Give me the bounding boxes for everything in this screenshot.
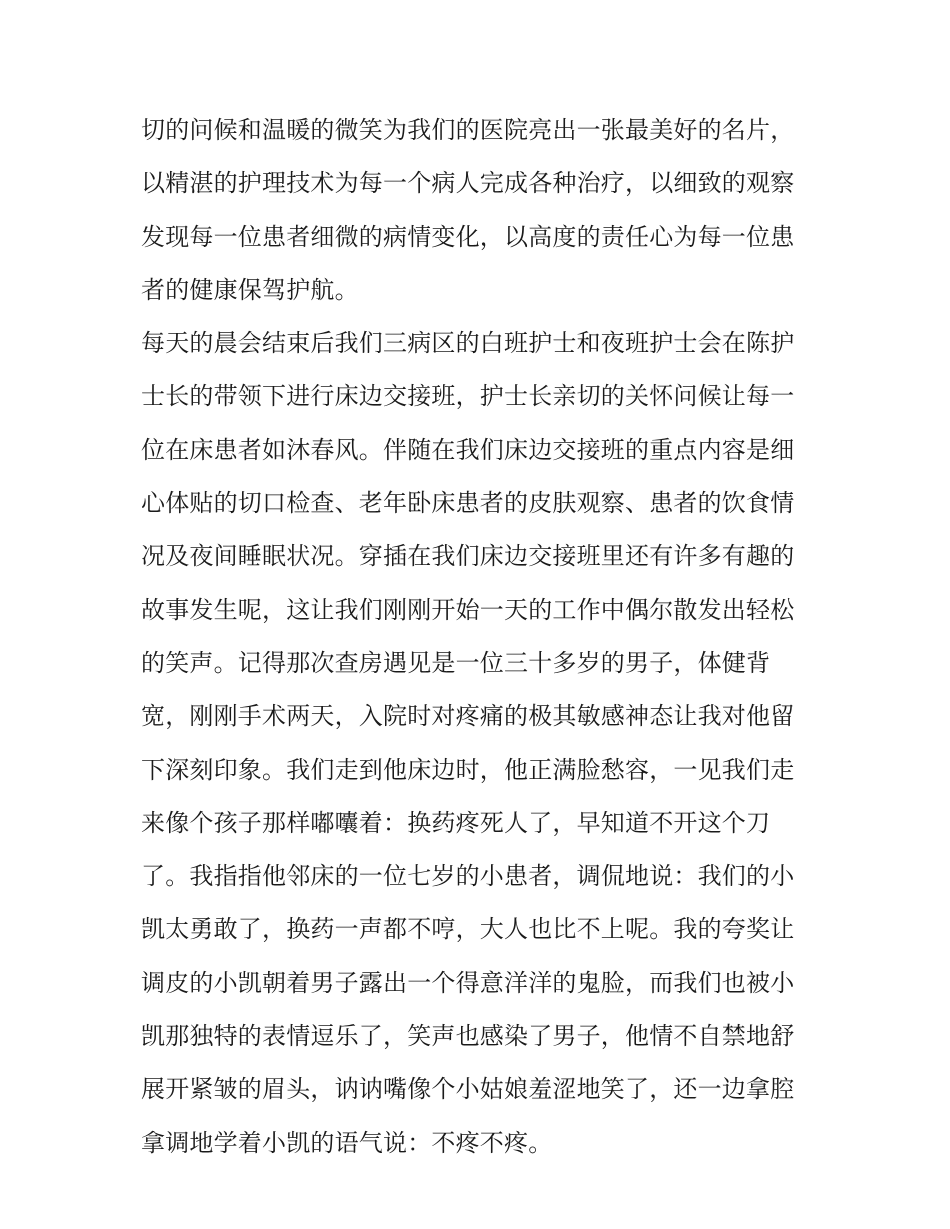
text-line: 拿调地学着小凯的语气说：不疼不疼。 — [141, 1128, 553, 1157]
text-line: 凯太勇敢了，换药一声都不哼，大人也比不上呢。我的夸奖让 — [141, 915, 795, 944]
text-line: 心体贴的切口检查、老年卧床患者的皮肤观察、患者的饮食情 — [141, 489, 795, 518]
text-line: 以精湛的护理技术为每一个病人完成各种治疗，以细致的观察 — [141, 169, 795, 198]
text-line: 凯那独特的表情逗乐了，笑声也感染了男子，他情不自禁地舒 — [141, 1022, 795, 1051]
text-line: 调皮的小凯朝着男子露出一个得意洋洋的鬼脸，而我们也被小 — [141, 968, 795, 997]
text-line: 况及夜间睡眠状况。穿插在我们床边交接班里还有许多有趣的 — [141, 542, 795, 571]
text-line: 宽，刚刚手术两天，入院时对疼痛的极其敏感神态让我对他留 — [141, 702, 795, 731]
text-line: 了。我指指他邻床的一位七岁的小患者，调侃地说：我们的小 — [141, 862, 795, 891]
text-line: 故事发生呢，这让我们刚刚开始一天的工作中偶尔散发出轻松 — [141, 595, 795, 624]
text-line: 来像个孩子那样嘟囔着：换药疼死人了，早知道不开这个刀 — [141, 808, 771, 837]
text-line: 者的健康保驾护航。 — [141, 275, 359, 304]
text-line: 切的问候和温暖的微笑为我们的医院亮出一张最美好的名片， — [141, 116, 795, 144]
text-line: 展开紧皱的眉头，讷讷嘴像个小姑娘羞涩地笑了，还一边拿腔 — [141, 1075, 795, 1104]
text-line: 位在床患者如沐春风。伴随在我们床边交接班的重点内容是细 — [141, 435, 795, 464]
text-line: 每天的晨会结束后我们三病区的白班护士和夜班护士会在陈护 — [141, 329, 795, 358]
text-line: 士长的带领下进行床边交接班，护士长亲切的关怀问候让每一 — [141, 382, 795, 411]
document-body-text — [141, 104, 821, 1170]
text-line: 的笑声。记得那次查房遇见是一位三十多岁的男子，体健背 — [141, 648, 771, 677]
text-line: 下深刻印象。我们走到他床边时，他正满脸愁容，一见我们走 — [141, 755, 795, 784]
text-line: 发现每一位患者细微的病情变化，以高度的责任心为每一位患 — [141, 222, 795, 251]
